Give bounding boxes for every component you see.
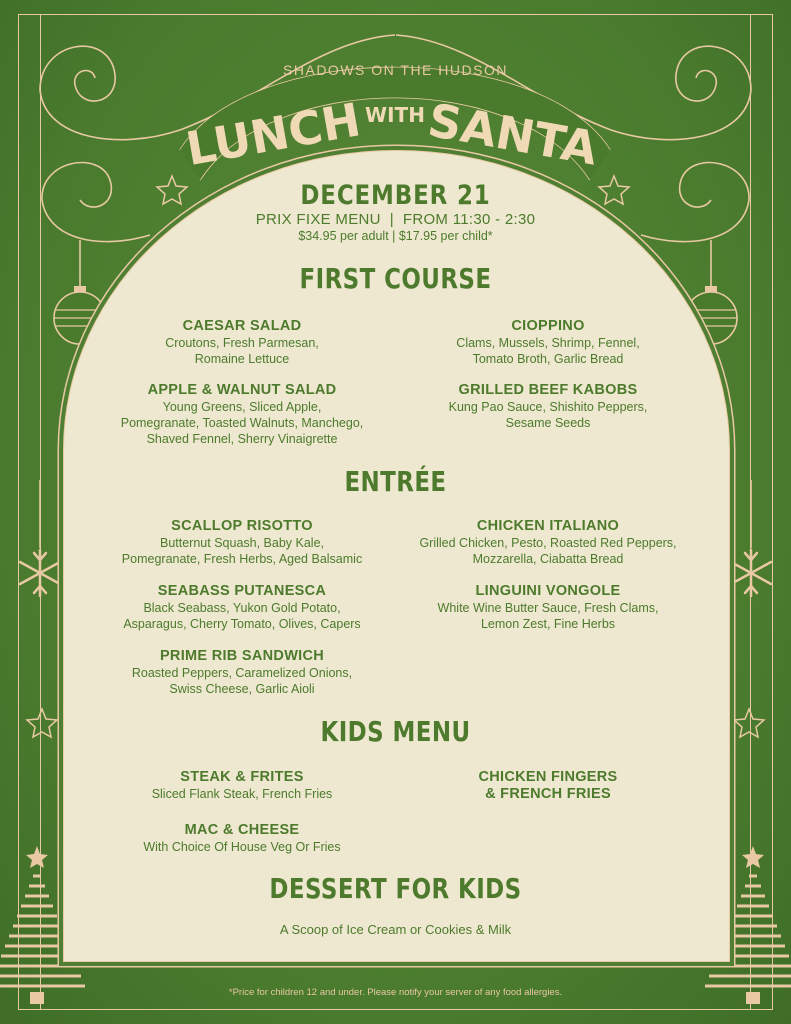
title-lunch: LUNCH: [181, 92, 365, 177]
item-desc: Young Greens, Sliced Apple,: [162, 400, 322, 414]
first-course-heading: FIRST COURSE: [299, 262, 492, 295]
item-desc: Swiss Cheese, Garlic Aioli: [169, 682, 315, 696]
item-name: SEABASS PUTANESCA: [157, 583, 327, 599]
pricing-line: $34.95 per adult | $17.95 per child*: [298, 229, 493, 243]
title-lettering: [0, 0, 791, 200]
star-icon: [27, 709, 57, 737]
menu-item: [92, 318, 392, 367]
item-desc: Butternut Squash, Baby Kale,: [160, 536, 324, 550]
item-desc: Croutons, Fresh Parmesan,: [165, 336, 319, 350]
menu-item: [398, 583, 698, 632]
menu-item: [398, 382, 698, 431]
snowflake-icon: [731, 550, 771, 596]
item-desc: Lemon Zest, Fine Herbs: [480, 617, 616, 631]
title-santa: SANTA: [424, 92, 602, 176]
entree-heading: ENTRÉE: [344, 465, 447, 498]
menu-item: [92, 822, 392, 855]
item-desc: Pomegranate, Fresh Herbs, Aged Balsamic: [121, 552, 363, 566]
dessert-text: A Scoop of Ice Cream or Cookies & Milk: [279, 922, 512, 937]
item-name: LINGUINI VONGOLE: [475, 583, 621, 599]
item-desc: Grilled Chicken, Pesto, Roasted Red Peppers,: [419, 536, 677, 550]
menu-item: [398, 318, 698, 367]
item-desc: Shaved Fennel, Sherry Vinaigrette: [146, 432, 338, 446]
prix-fixe-line: PRIX FIXE MENU | FROM 11:30 - 2:30: [255, 211, 536, 228]
menu-item: [92, 583, 392, 632]
item-desc: Roasted Peppers, Caramelized Onions,: [131, 666, 353, 680]
item-name: GRILLED BEEF KABOBS: [458, 382, 638, 398]
menu-item: [92, 382, 392, 447]
item-desc: Pomegranate, Toasted Walnuts, Manchego,: [120, 416, 364, 430]
footnote: *Price for children 12 and under. Please notify your server of any food allergies.: [228, 987, 563, 998]
item-name: CAESAR SALAD: [182, 318, 302, 334]
item-desc: Mozzarella, Ciabatta Bread: [472, 552, 624, 566]
item-desc: Sesame Seeds: [505, 416, 591, 430]
item-desc: Tomato Broth, Garlic Bread: [472, 352, 624, 366]
menu-item: [92, 648, 392, 697]
item-name: STEAK & FRITES: [180, 769, 304, 785]
snowflake-icon: [20, 550, 60, 596]
dessert-heading: DESSERT FOR KIDS: [269, 872, 522, 905]
menu-item: [398, 769, 698, 803]
item-desc: Kung Pao Sauce, Shishito Peppers,: [448, 400, 648, 414]
item-desc: Black Seabass, Yukon Gold Potato,: [143, 601, 341, 615]
item-desc: Asparagus, Cherry Tomato, Olives, Capers: [123, 617, 361, 631]
menu-item: [398, 518, 698, 567]
item-name: CHICKEN ITALIANO: [476, 518, 620, 534]
item-desc: With Choice Of House Veg Or Fries: [143, 840, 341, 854]
menu-item: [92, 769, 392, 802]
item-desc: Romaine Lettuce: [194, 352, 290, 366]
event-date: DECEMBER 21: [300, 180, 491, 211]
item-name: CIOPPINO: [511, 318, 585, 334]
item-desc: White Wine Butter Sauce, Fresh Clams,: [437, 601, 659, 615]
title-with: WITH: [365, 103, 425, 127]
menu-item: [92, 518, 392, 567]
kids-menu-heading: KIDS MENU: [320, 715, 471, 748]
item-desc: Sliced Flank Steak, French Fries: [151, 787, 333, 801]
item-desc: Clams, Mussels, Shrimp, Fennel,: [456, 336, 640, 350]
star-icon: [734, 709, 764, 737]
item-name: APPLE & WALNUT SALAD: [147, 382, 337, 398]
item-name: PRIME RIB SANDWICH: [159, 648, 325, 664]
item-name: MAC & CHEESE: [184, 822, 300, 838]
item-name: SCALLOP RISOTTO: [171, 518, 313, 534]
item-name-line2: & FRENCH FRIES: [485, 786, 611, 802]
item-name: CHICKEN FINGERS: [478, 769, 618, 785]
venue-name: SHADOWS ON THE HUDSON: [283, 62, 508, 78]
